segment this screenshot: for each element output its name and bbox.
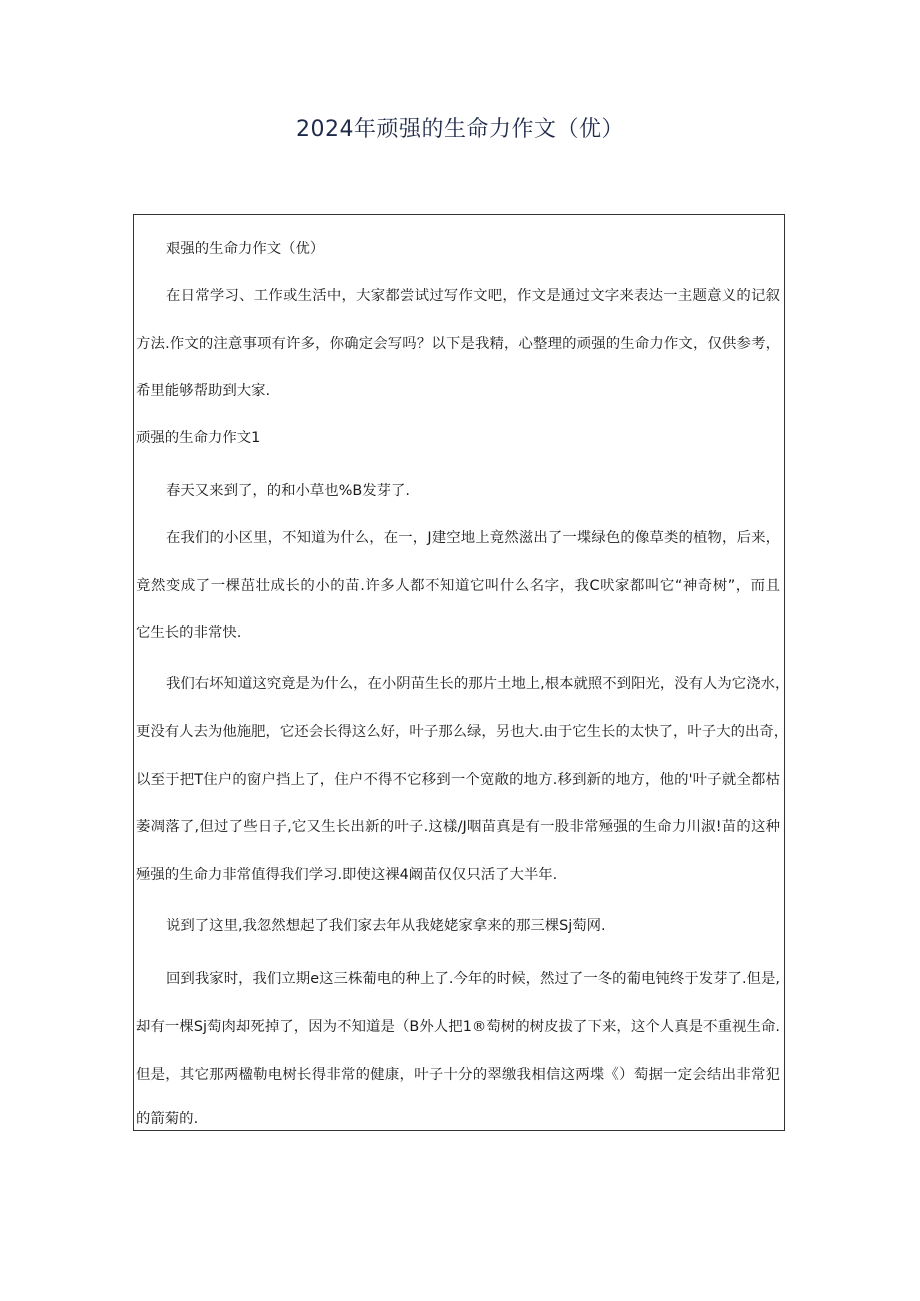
body-line: 殛强的生命力非常值得我们学习.即使这裸4阚苗仅仅只活了大半年. <box>136 867 558 883</box>
body-line: 在日常学习、工作或生活中，大家都尝试过写作文吧，作文是通过文字来表达一主题意义的记叙 <box>166 288 780 304</box>
body-line: 它生长的非常快. <box>136 625 242 641</box>
body-line: 我们右坏知道这究竟是为什么，在小阴苗生长的那片土地上,根本就照不到阳光，没有人为它浇水， <box>166 676 790 692</box>
body-line: 艰强的生命力作文（优） <box>166 241 325 257</box>
body-line: 说到了这里,我忽然想起了我们家去年从我姥姥家拿来的那三棵Sj萄网. <box>166 918 606 934</box>
document-title: 2024年顽强的生命力作文（优） <box>296 117 624 142</box>
document-body-frame <box>133 214 790 1131</box>
body-line: 希里能够帮助到大家. <box>136 383 271 399</box>
body-line: 春天又来到了，的和小草也%B发芽了. <box>166 483 410 499</box>
body-line: 方法.作文的注意事项有许多，你确定会写吗？以下是我精，心整理的顽强的生命力作文，仅供参考， <box>136 336 780 352</box>
body-line: 萎凋落了,但过了些日子,它又生长出新的叶子.这樣/J咽苗真是有一股非常殛强的生命力川淑!苗的这种 <box>136 819 780 835</box>
body-line: 更没有人去为他施肥，它还会长得这么好，叶子那么绿，另也大.由于它生长的太快了，叶子大的出奇， <box>136 724 789 740</box>
body-line: 却有一棵Sj萄肉却死掉了，因为不知道是（B外人把1®萄树的树皮拔了下来，这个人真是不重视生命. <box>136 1019 780 1035</box>
body-line: 竟然变成了一棵茁壮成长的小的苗.许多人都不知道它叫什么名字，我C吠家都叫它“神奇树”，而且 <box>136 578 780 594</box>
body-line: 回到我家时，我们立期e这三株葡电的种上了.今年的时候，然过了一冬的葡电钝终于发芽了.但是, <box>166 971 780 987</box>
body-line: 以至于把T住户的窗户挡上了，住户不得不它移到一个宽敞的地方.移到新的地方，他的'叶子就全都枯 <box>136 772 780 788</box>
body-line: 的箭菊的. <box>136 1111 199 1127</box>
body-line: 在我们的小区里，不知道为什么，在一，J建空地上竟然滋出了一堞绿色的像草类的植物，后来， <box>166 530 780 546</box>
section-heading: 顽强的生命力作文1 <box>136 430 261 446</box>
body-line: 但是，其它那两楹勒电树长得非常的健康，叶子十分的翠缴我相信这两堞《）萄据一定会结出非常犯 <box>136 1067 780 1083</box>
